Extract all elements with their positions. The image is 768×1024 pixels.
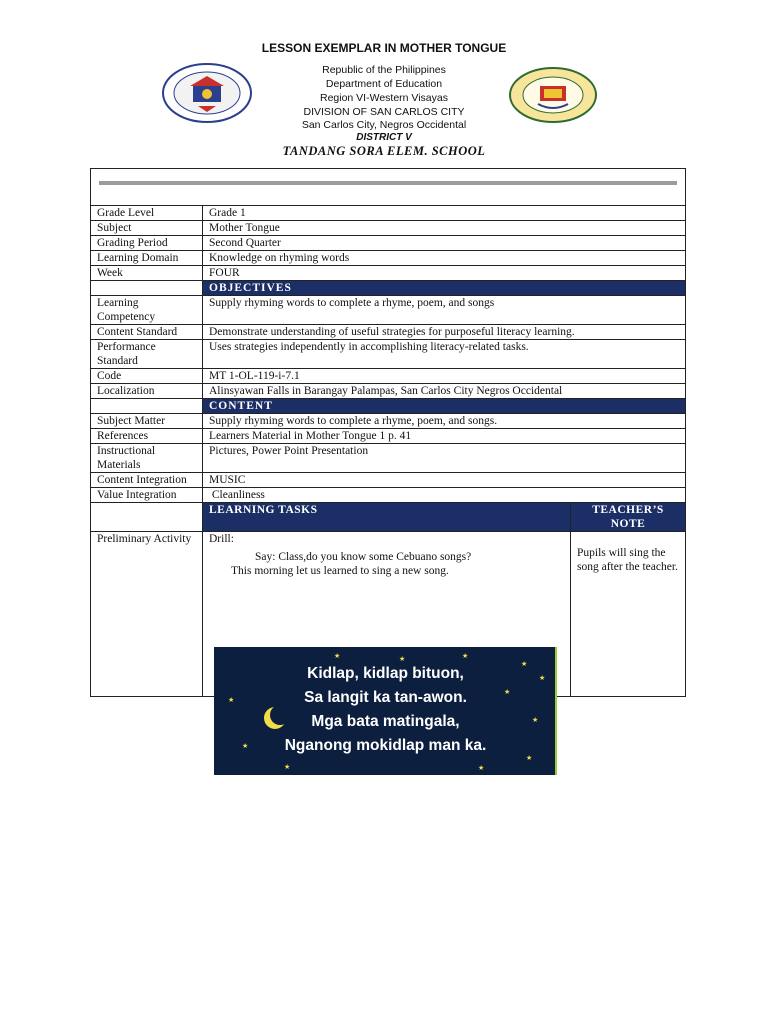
row-value: Pictures, Power Point Presentation: [203, 444, 686, 473]
row-label: Value Integration: [91, 488, 203, 503]
row-label: Subject: [91, 221, 203, 236]
tasks-header-row: [91, 503, 686, 532]
star-icon: ★: [532, 716, 539, 724]
row-value: Supply rhyming words to complete a rhyme, poem, and songs: [203, 296, 686, 325]
row-label: Performance Standard: [91, 340, 203, 369]
star-icon: ★: [462, 652, 469, 660]
table-row: [91, 369, 686, 384]
star-icon: ★: [539, 674, 546, 682]
header-republic: Republic of the Philippines: [322, 64, 446, 76]
row-label: Content Standard: [91, 325, 203, 340]
row-value: Uses strategies independently in accomplishing literacy-related tasks.: [203, 340, 686, 369]
row-value: Alinsyawan Falls in Barangay Palampas, San Carlos City Negros Occidental: [203, 384, 686, 399]
header-city: San Carlos City, Negros Occidental: [301, 119, 467, 131]
star-icon: ★: [504, 688, 511, 696]
content-band: CONTENT: [203, 399, 686, 414]
objectives-band: OBJECTIVES: [203, 281, 686, 296]
table-row: [91, 429, 686, 444]
table-row: [91, 414, 686, 429]
band-spacer: [91, 399, 203, 414]
table-row: [91, 488, 686, 503]
star-icon: ★: [284, 763, 291, 771]
content-band-row: [91, 399, 686, 414]
row-label: References: [91, 429, 203, 444]
star-icon: ★: [399, 655, 406, 663]
lesson-table: [90, 168, 686, 697]
row-label: Learning Competency: [91, 296, 203, 325]
objectives-band-row: [91, 281, 686, 296]
drill-label: Drill:: [209, 533, 234, 545]
row-label: Code: [91, 369, 203, 384]
morning-text: This morning let us learned to sing a new song.: [231, 565, 449, 577]
rule-bar: [99, 181, 677, 185]
teacher-note-cell: [571, 532, 686, 697]
table-row: [91, 251, 686, 266]
table-row: [91, 444, 686, 473]
table-row: [91, 384, 686, 399]
table-row: [91, 340, 686, 369]
band-spacer: [91, 281, 203, 296]
learning-tasks-header: LEARNING TASKS: [203, 503, 571, 532]
song-lyric-line: Nganong mokidlap man ka.: [284, 737, 487, 754]
table-row: [91, 206, 686, 221]
row-value: Grade 1: [203, 206, 686, 221]
header-department: Department of Education: [325, 78, 443, 90]
song-lyric-line: Mga bata matingala,: [311, 713, 460, 730]
band-spacer: [91, 503, 203, 532]
row-value: Second Quarter: [203, 236, 686, 251]
preliminary-activity-label: Preliminary Activity: [91, 532, 203, 697]
header-district: DISTRICT V: [356, 132, 412, 143]
header-region: Region VI-Western Visayas: [319, 92, 448, 104]
star-icon: ★: [521, 660, 528, 668]
row-label: Instructional Materials: [91, 444, 203, 473]
star-icon: ★: [478, 764, 485, 772]
school-name: TANDANG SORA ELEM. SCHOOL: [282, 144, 486, 158]
row-value: FOUR: [203, 266, 686, 281]
star-icon: ★: [334, 652, 341, 660]
row-label: Learning Domain: [91, 251, 203, 266]
song-lyric-line: Sa langit ka tan-awon.: [304, 689, 467, 706]
table-header-rule-row: [91, 169, 686, 206]
row-label: Content Integration: [91, 473, 203, 488]
star-icon: ★: [526, 754, 533, 762]
row-value: MT 1-OL-119-i-7.1: [203, 369, 686, 384]
say-text: Say: Class,do you know some Cebuano songs?: [255, 551, 472, 563]
header-division: DIVISION OF SAN CARLOS CITY: [303, 106, 465, 118]
table-row: [91, 325, 686, 340]
star-icon: ★: [242, 742, 249, 750]
teachers-note-header: TEACHER’S NOTE: [571, 503, 686, 532]
star-icon: ★: [228, 696, 235, 704]
row-label: Week: [91, 266, 203, 281]
row-value: Cleanliness: [203, 488, 686, 503]
table-row: [91, 221, 686, 236]
row-value: Demonstrate understanding of useful strategies for purposeful literacy learning.: [203, 325, 686, 340]
row-value: Supply rhyming words to complete a rhyme, poem, and songs.: [203, 414, 686, 429]
row-label: Subject Matter: [91, 414, 203, 429]
row-value: Mother Tongue: [203, 221, 686, 236]
document-title: LESSON EXEMPLAR IN MOTHER TONGUE: [261, 41, 507, 55]
teacher-note-text: Pupils will sing the song after the teacher.: [577, 547, 678, 573]
song-lyric-line: Kidlap, kidlap bituon,: [307, 665, 464, 682]
table-row: [91, 236, 686, 251]
row-value: MUSIC: [203, 473, 686, 488]
table-row: [91, 473, 686, 488]
row-label: Grading Period: [91, 236, 203, 251]
row-label: Localization: [91, 384, 203, 399]
table-row: [91, 266, 686, 281]
row-value: Knowledge on rhyming words: [203, 251, 686, 266]
row-label: Grade Level: [91, 206, 203, 221]
table-row: [91, 296, 686, 325]
row-value: Learners Material in Mother Tongue 1 p. 41: [203, 429, 686, 444]
song-slide-image: [214, 647, 557, 775]
